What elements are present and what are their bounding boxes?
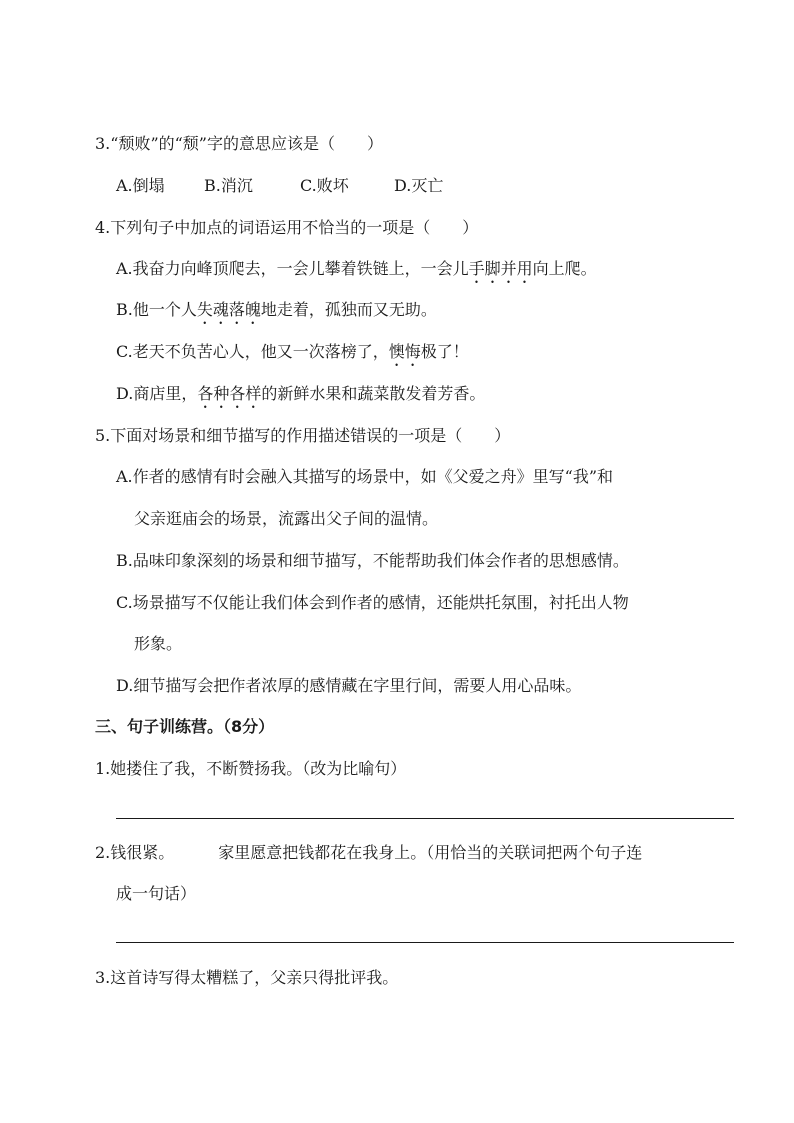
option-b[interactable]: B.消沉	[204, 176, 253, 195]
option-c[interactable]: C.败坏	[300, 176, 349, 195]
section-3-heading: 三、句子训练营。（8分）	[95, 717, 275, 736]
question-4-stem: 4.下列句子中加点的词语运用不恰当的一项是（ ）	[95, 218, 479, 237]
option-text: D.商店里，	[116, 384, 198, 403]
option-text: A.我奋力向峰顶爬去，一会儿攀着铁链上，一会儿	[116, 259, 469, 278]
sentence-2-prompt	[95, 843, 642, 863]
option-a[interactable]: A.倒塌	[116, 176, 165, 195]
question-5-option-a-line2: 父亲逛庙会的场景，流露出父子间的温情。	[134, 509, 439, 528]
question-4-option-c[interactable]	[116, 342, 469, 370]
sentence-1-prompt: 1.她搂住了我，不断赞扬我。（改为比喻句）	[95, 759, 407, 778]
question-5-option-b[interactable]: B.品味印象深刻的场景和细节描写，不能帮助我们体会作者的思想感情。	[116, 551, 629, 570]
option-text: 地走着，孤独而又无助。	[260, 300, 437, 319]
option-text: 的新鲜水果和蔬菜散发着芳香。	[261, 384, 486, 403]
question-5-stem: 5.下面对场景和细节描写的作用描述错误的一项是（ ）	[95, 426, 511, 445]
answer-line-1[interactable]	[116, 818, 734, 819]
question-4-option-a[interactable]	[116, 259, 597, 287]
question-5-option-c-line2: 形象。	[134, 634, 183, 653]
sentence-2-part1: 2.钱很紧。	[95, 843, 175, 862]
option-text: C.老天不负苦心人，他又一次落榜了，	[116, 342, 389, 361]
question-3-options	[116, 176, 443, 196]
dotted-word: 手脚并用	[468, 259, 533, 278]
question-3-stem: 3.“颓败”的“颓”字的意思应该是（ ）	[95, 134, 383, 153]
dotted-word: 失魂落魄	[196, 300, 261, 319]
dotted-word: 各种各样	[197, 384, 262, 403]
option-text: B.他一个人	[116, 300, 197, 319]
option-text: 向上爬。	[532, 259, 597, 278]
option-text: 极了！	[420, 342, 469, 361]
question-5-option-d[interactable]: D.细节描写会把作者浓厚的感情藏在字里行间，需要人用心品味。	[116, 676, 582, 695]
sentence-2-part2: 家里愿意把钱都花在我身上。（用恰当的关联词把两个句子连	[218, 843, 643, 862]
sentence-2-prompt-line2: 成一句话）	[116, 884, 197, 903]
question-4-option-d[interactable]	[116, 384, 485, 412]
answer-line-2[interactable]	[116, 942, 734, 943]
option-d[interactable]: D.灭亡	[394, 176, 444, 195]
question-5-option-c-line1[interactable]: C.场景描写不仅能让我们体会到作者的感情，还能烘托氛围，衬托出人物	[116, 593, 629, 612]
dotted-word: 懊悔	[388, 342, 421, 361]
question-4-option-b[interactable]	[116, 300, 437, 328]
sentence-3-prompt: 3.这首诗写得太糟糕了，父亲只得批评我。	[95, 968, 399, 987]
question-5-option-a-line1[interactable]: A.作者的感情有时会融入其描写的场景中，如《父爱之舟》里写“我”和	[116, 467, 614, 486]
